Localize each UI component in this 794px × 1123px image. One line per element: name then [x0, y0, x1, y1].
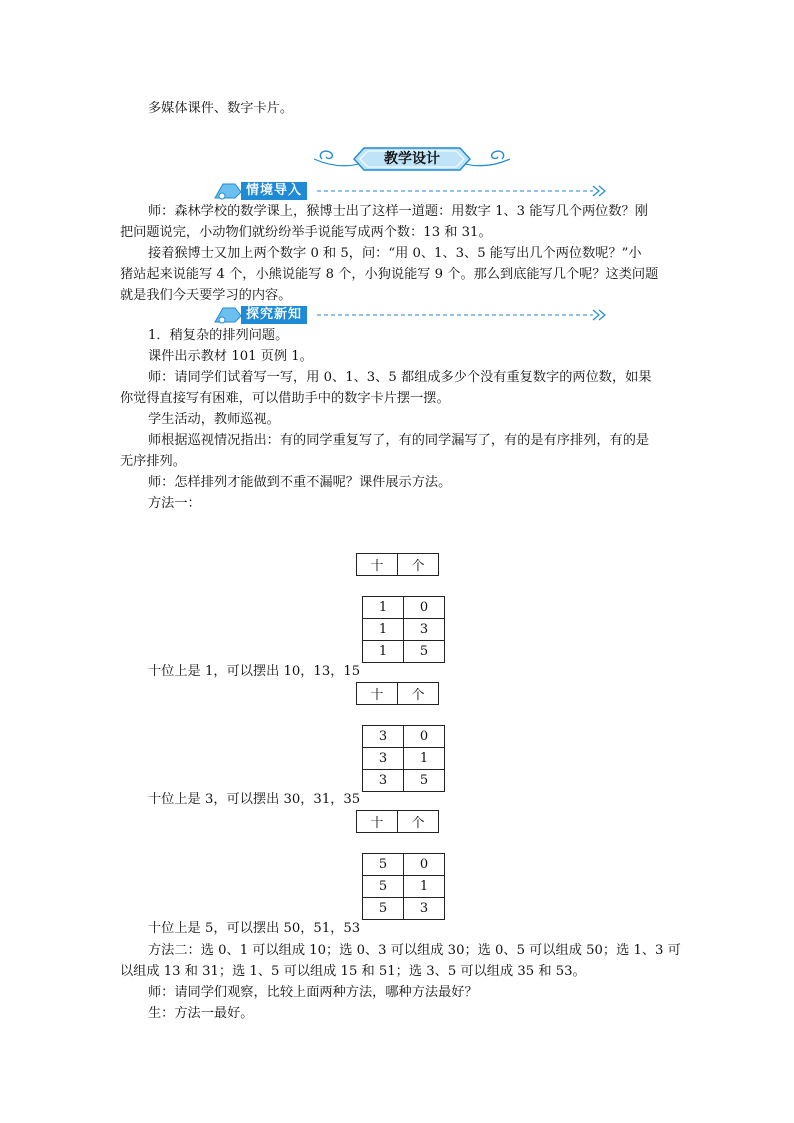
teacher-question: 师：请同学们观察，比较上面两种方法，哪种方法最好？ [148, 985, 478, 1000]
ones-cell: 0 [404, 854, 445, 876]
section-title: 情境导入 [241, 182, 307, 200]
digit-card-table [362, 725, 445, 792]
ones-cell: 1 [404, 748, 445, 770]
group-caption: 十位上是 1，可以摆出 10，13，15 [148, 664, 361, 679]
ones-cell: 0 [404, 597, 445, 619]
ones-cell: 3 [404, 619, 445, 641]
ones-cell: 0 [404, 726, 445, 748]
explore-paragraph-4-line-2: 无序排列。 [120, 454, 186, 469]
explore-paragraph-3-line-2: 你觉得直接写有困难，可以借助手中的数字卡片摆一摆。 [120, 391, 450, 406]
place-value-header-table [356, 810, 439, 833]
materials-text: 多媒体课件、数字卡片。 [148, 101, 294, 116]
digit-card-table [362, 853, 445, 920]
section-banner [314, 144, 510, 174]
tens-cell: 3 [363, 726, 404, 748]
intro-paragraph-2-line-3: 就是我们今天要学习的内容。 [120, 288, 292, 303]
ones-header-cell: 个 [398, 683, 439, 705]
ones-cell: 1 [404, 876, 445, 898]
ones-header-cell: 个 [398, 811, 439, 833]
method-one-label: 方法一： [148, 496, 201, 511]
tens-cell: 5 [363, 876, 404, 898]
table-row [363, 854, 445, 876]
section-header-intro [213, 180, 613, 202]
tens-header-cell: 十 [357, 683, 398, 705]
tens-cell: 3 [363, 748, 404, 770]
intro-paragraph-2-line-2: 猪站起来说能写 4 个，小熊说能写 8 个，小狗说能写 9 个。那么到底能写几个呢？这类问题 [120, 267, 659, 282]
place-value-header-table [356, 682, 439, 705]
ones-cell: 3 [404, 898, 445, 920]
explore-activity: 学生活动，教师巡视。 [148, 412, 280, 427]
tens-header-cell: 十 [357, 811, 398, 833]
table-row [363, 770, 445, 792]
intro-paragraph-1-line-1: 师：森林学校的数学课上，猴博士出了这样一道题：用数字 1、3 能写几个两位数？刚 [148, 204, 648, 219]
tens-cell: 5 [363, 898, 404, 920]
table-row [363, 898, 445, 920]
banner-title: 教学设计 [384, 151, 440, 167]
explore-courseware: 课件出示教材 101 页例 1。 [148, 349, 313, 364]
tens-cell: 1 [363, 597, 404, 619]
explore-paragraph-4-line-1: 师根据巡视情况指出：有的同学重复写了，有的同学漏写了，有的是有序排列，有的是 [148, 433, 650, 448]
place-value-header-table [356, 553, 439, 576]
method-two-line-1: 方法二：选 0、1 可以组成 10；选 0、3 可以组成 30；选 0、5 可以组成 50；选 1、3 可 [148, 943, 681, 958]
group-caption: 十位上是 5，可以摆出 50，51，53 [148, 921, 361, 936]
table-row [363, 597, 445, 619]
group-caption: 十位上是 3，可以摆出 30，31，35 [148, 792, 361, 807]
section-title: 探究新知 [241, 306, 307, 324]
table-row [363, 726, 445, 748]
tens-cell: 1 [363, 641, 404, 663]
explore-item-1: 1．稍复杂的排列问题。 [148, 328, 289, 343]
explore-paragraph-5: 师：怎样排列才能做到不重不漏呢？课件展示方法。 [148, 475, 452, 490]
tens-cell: 3 [363, 770, 404, 792]
tens-header-cell: 十 [357, 554, 398, 576]
table-row [363, 748, 445, 770]
ones-cell: 5 [404, 770, 445, 792]
tens-cell: 1 [363, 619, 404, 641]
table-row [363, 641, 445, 663]
method-two-line-2: 以组成 13 和 31；选 1、5 可以组成 15 和 51；选 3、5 可以组成 35 和 53。 [120, 964, 586, 979]
student-answer: 生：方法一最好。 [148, 1006, 254, 1021]
explore-paragraph-3-line-1: 师：请同学们试着写一写，用 0、1、3、5 都组成多少个没有重复数字的两位数，如果 [148, 370, 652, 385]
intro-paragraph-2-line-1: 接着猴博士又加上两个数字 0 和 5，问：“用 0、1、3、5 能写出几个两位数呢？”小 [148, 246, 642, 261]
ones-cell: 5 [404, 641, 445, 663]
tens-cell: 5 [363, 854, 404, 876]
ones-header-cell: 个 [398, 554, 439, 576]
table-row [363, 619, 445, 641]
table-row [363, 876, 445, 898]
intro-paragraph-1-line-2: 把问题说完，小动物们就纷纷举手说能写成两个数：13 和 31。 [120, 225, 492, 240]
digit-card-table [362, 596, 445, 663]
section-header-explore [213, 304, 613, 326]
